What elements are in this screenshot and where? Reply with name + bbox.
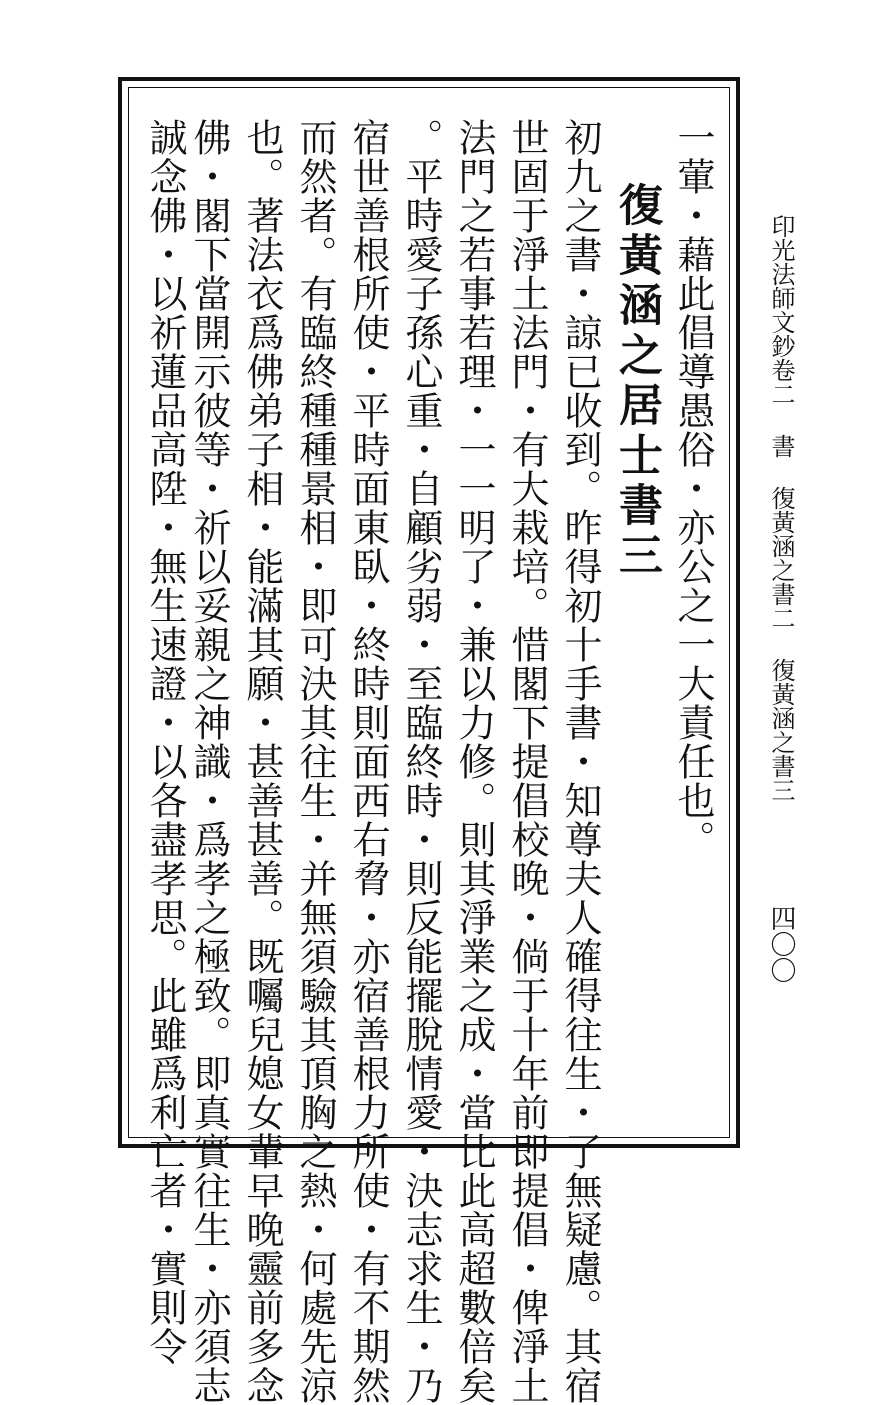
text-column-6: 宿世善根所使・平時面東臥・終時則面西右脅・亦宿善根力所使・有不期然 xyxy=(346,118,390,1405)
text-column-8: 也。著法衣爲佛弟子相・能滿其願・甚善甚善。既囑兒媳女輩早晚靈前多念 xyxy=(240,118,284,1405)
text-column-7: 而然者。有臨終種種景相・即可決其往生・并無須驗其頂胸之熱・何處先涼 xyxy=(293,118,337,1405)
text-column-4: 法門之若事若理・一一明了・兼以力修。則其淨業之成・當比此高超數倍矣 xyxy=(452,118,496,1405)
text-column-1: 一葷・藉此倡導愚俗・亦公之一大責任也。 xyxy=(671,118,715,859)
text-column-9: 佛・閣下當開示彼等・祈以妥親之神識・爲孝之極致。即真實往生・亦須志 xyxy=(187,118,231,1405)
text-column-3: 世固于淨土法門・有大栽培。惜閣下提倡校晚・倘于十年前即提倡・俾淨土 xyxy=(505,118,549,1405)
running-header: 印光法師文鈔卷二 書 復黃涵之書二 復黃涵之書三 xyxy=(767,214,795,802)
page-number: 四〇〇 xyxy=(766,905,796,983)
text-column-2: 初九之書・諒已收到。昨得初十手書・知尊夫人確得往生・了無疑慮。其宿 xyxy=(558,118,602,1405)
text-column-10: 誠念佛・以祈蓮品高陞・無生速證・以各盡孝思。此雖爲利亡者・實則令 xyxy=(143,118,187,1366)
text-column-5: 。平時愛子孫心重・自顧劣弱・至臨終時・則反能擺脫情愛・決志求生・乃 xyxy=(399,118,443,1405)
letter-title: 復黃涵之居士書三 xyxy=(611,182,662,582)
